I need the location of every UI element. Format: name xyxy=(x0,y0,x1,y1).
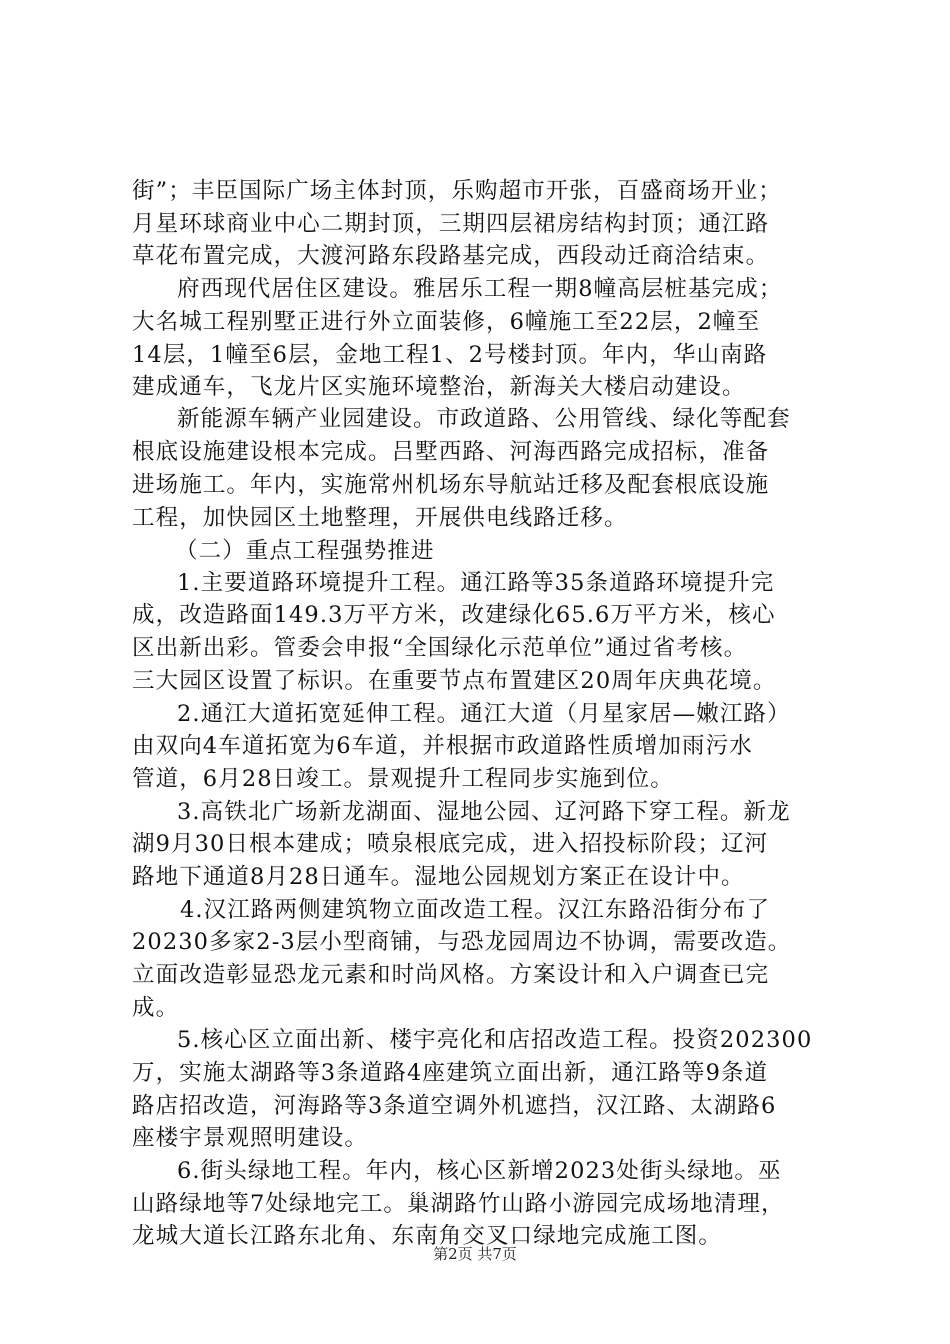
text-line: 成。 xyxy=(132,995,180,1021)
text-line: 大名城工程别墅正进行外立面装修，6幢施工至22层，2幢至 xyxy=(132,309,761,335)
text-line: 3.高铁北广场新龙湖面、湿地公园、辽河路下穿工程。新龙 xyxy=(177,799,791,825)
text-line: 路地下通道8月28日通车。湿地公园规划方案正在设计中。 xyxy=(132,864,745,890)
text-line: 2.通江大道拓宽延伸工程。通江大道（月星家居—嫩江路） xyxy=(177,701,791,727)
text-line: 立面改造彰显恐龙元素和时尚风格。方案设计和入户调查已完 xyxy=(132,962,770,988)
text-line: 6.街头绿地工程。年内，核心区新增2023处街头绿地。巫 xyxy=(177,1158,782,1184)
text-line: 20230多家2-3层小型商铺，与恐龙园周边不协调，需要改造。 xyxy=(132,929,792,955)
text-line: 5.核心区立面出新、楼宇亮化和店招改造工程。投资202300 xyxy=(177,1027,813,1053)
text-line: 万，实施太湖路等3条道路4座建筑立面出新，通江路等9条道 xyxy=(132,1060,769,1086)
text-line: 座楼宇景观照明建设。 xyxy=(132,1125,369,1151)
text-line: 建成通车，飞龙片区实施环境整治，新海关大楼启动建设。 xyxy=(132,374,746,400)
text-line: 由双向4车道拓宽为6车道，并根据市政道路性质增加雨污水 xyxy=(132,733,753,759)
text-line: 1.主要道路环境提升工程。通江路等35条道路环境提升完 xyxy=(177,570,775,596)
text-line: 区出新出彩。管委会申报“全国绿化示范单位”通过省考核。 xyxy=(132,635,748,661)
text-line: 管道，6月28日竣工。景观提升工程同步实施到位。 xyxy=(132,766,674,792)
text-line: 4.汉江路两侧建筑物立面改造工程。汉江东路沿街分布了 xyxy=(180,897,771,923)
text-line: 进场施工。年内，实施常州机场东导航站迁移及配套根底设施 xyxy=(132,472,770,498)
text-line: 草花布置完成，大渡河路东段路基完成，西段动迁商洽结束。 xyxy=(132,243,770,269)
page-number-footer: 第2页 共7页 xyxy=(433,1245,517,1263)
text-line: 龙城大道长江路东北角、东南角交叉口绿地完成施工图。 xyxy=(132,1223,723,1249)
text-line: 山路绿地等7处绿地完工。巢湖路竹山路小游园完成场地清理， xyxy=(132,1191,785,1217)
text-line: 三大园区设置了标识。在重要节点布置建区20周年庆典花境。 xyxy=(132,668,777,694)
text-line: 湖9月30日根本建成；喷泉根底完成，进入招投标阶段；辽河 xyxy=(132,831,769,857)
text-line: 路店招改造，河海路等3条道空调外机遮挡，汉江路、太湖路6 xyxy=(132,1093,777,1119)
section-heading: （二）重点工程强势推进 xyxy=(175,538,435,564)
text-line: 工程，加快园区土地整理，开展供电线路迁移。 xyxy=(132,505,628,531)
text-line: 月星环球商业中心二期封顶，三期四层裙房结构封顶；通江路 xyxy=(132,211,770,237)
text-line: 府西现代居住区建设。雅居乐工程一期8幢高层桩基完成； xyxy=(177,276,783,302)
text-line: 根底设施建设根本完成。吕墅西路、河海西路完成招标，准备 xyxy=(132,439,770,465)
text-line: 成，改造路面149.3万平方米，改建绿化65.6万平方米，核心 xyxy=(132,602,776,628)
text-line: 街”；丰臣国际广场主体封顶，乐购超市开张，百盛商场开业； xyxy=(132,178,782,204)
text-line: 14层，1幢至6层，金地工程1、2号楼封顶。年内，华山南路 xyxy=(132,342,768,368)
text-line: 新能源车辆产业园建设。市政道路、公用管线、绿化等配套 xyxy=(177,406,791,432)
